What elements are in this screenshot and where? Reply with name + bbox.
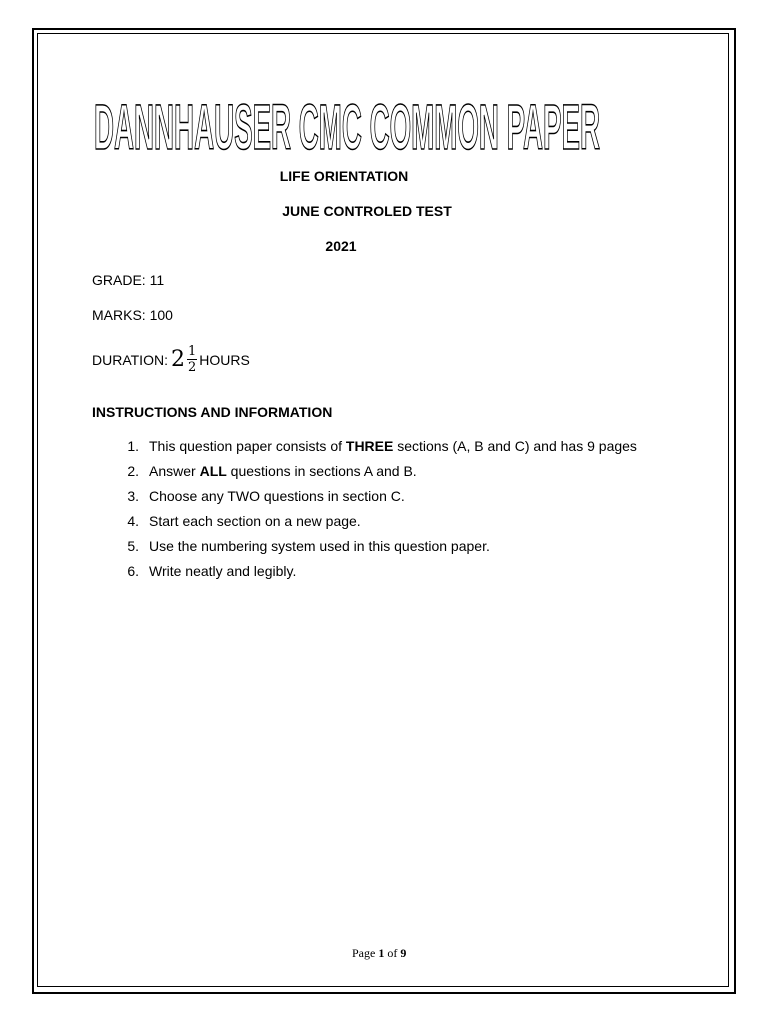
instruction-number: 3. xyxy=(127,488,139,504)
instruction-text xyxy=(139,484,649,509)
banner-title xyxy=(92,86,602,156)
marks-value: 100 xyxy=(149,307,173,323)
duration-field xyxy=(92,344,250,375)
grade-label: GRADE: xyxy=(92,272,146,288)
instructions-heading: INSTRUCTIONS AND INFORMATION xyxy=(92,404,333,420)
instructions-list xyxy=(92,434,652,584)
instruction-number: 6. xyxy=(127,563,139,579)
instruction-text-pre: Answer xyxy=(149,463,200,479)
instruction-item xyxy=(92,534,652,559)
marks-field xyxy=(92,307,173,323)
duration-unit: HOURS xyxy=(199,351,250,368)
test-title: JUNE CONTROLED TEST xyxy=(282,203,452,219)
instruction-text-bold: ALL xyxy=(199,463,227,479)
instruction-text xyxy=(139,459,649,484)
instruction-item xyxy=(92,459,652,484)
instruction-text-pre: Write neatly and legibly. xyxy=(149,563,297,579)
instruction-number: 5. xyxy=(127,538,139,554)
footer-prefix: Page xyxy=(352,946,379,960)
instruction-number: 2. xyxy=(127,463,139,479)
instruction-item xyxy=(92,509,652,534)
footer-current-page: 1 xyxy=(378,946,385,960)
instruction-number: 1. xyxy=(127,438,139,454)
instruction-text-pre: Choose any TWO questions in section C. xyxy=(149,488,405,504)
instruction-text-pre: This question paper consists of xyxy=(149,438,346,454)
marks-label: MARKS: xyxy=(92,307,146,323)
instruction-text xyxy=(139,509,649,534)
banner-title-text: DANNHAUSER CMC COMMON PAPER xyxy=(94,91,600,156)
instruction-number: 4. xyxy=(127,513,139,529)
page-footer xyxy=(352,946,406,961)
instruction-item xyxy=(92,434,652,459)
footer-total-pages: 9 xyxy=(400,946,407,960)
footer-middle: of xyxy=(384,946,401,960)
instruction-text xyxy=(139,534,649,559)
instruction-text-pre: Use the numbering system used in this question paper. xyxy=(149,538,490,554)
subject-title: LIFE ORIENTATION xyxy=(279,168,409,184)
grade-value: 11 xyxy=(149,272,165,288)
instruction-text-post: questions in sections A and B. xyxy=(226,463,417,479)
instruction-item xyxy=(92,559,652,584)
instruction-item xyxy=(92,484,652,509)
instruction-text xyxy=(139,434,649,459)
year-title: 2021 xyxy=(325,238,357,254)
instruction-text xyxy=(139,559,649,584)
instruction-text-pre: Start each section on a new page. xyxy=(149,513,361,529)
duration-label: DURATION: xyxy=(92,351,168,368)
duration-whole: 2 xyxy=(170,347,185,372)
duration-numerator: 1 xyxy=(187,344,197,359)
duration-fraction xyxy=(187,344,197,375)
duration-denominator: 2 xyxy=(187,360,197,375)
instruction-text-bold: THREE xyxy=(345,438,394,454)
grade-field xyxy=(92,272,164,288)
instruction-text-post: sections (A, B and C) and has 9 pages xyxy=(393,438,637,454)
